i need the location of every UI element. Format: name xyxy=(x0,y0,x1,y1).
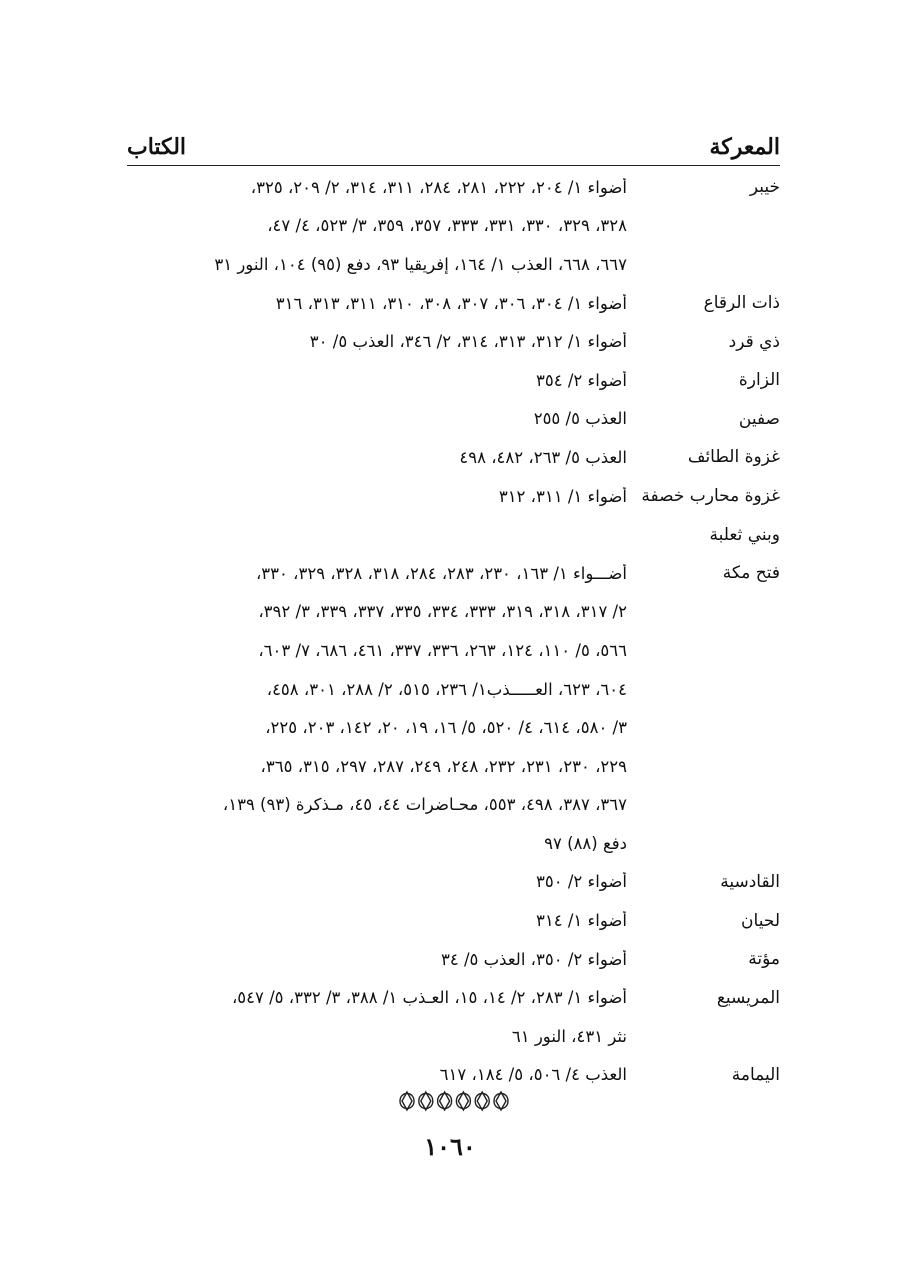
battle-name: لحيان xyxy=(741,910,780,931)
index-row xyxy=(127,400,780,439)
battle-name: فتح مكة xyxy=(722,563,780,584)
index-row xyxy=(127,863,780,902)
book-references: ٦٠٤، ٦٢٣، العـــــذب١/ ٢٣٦، ٥١٥، ٢/ ٢٨٨، ٣٠١، ٤٥٨، xyxy=(266,679,627,699)
index-row xyxy=(127,245,780,284)
battle-name: مؤتة xyxy=(748,949,780,970)
book-references: أضواء ١/ ٣١٢، ٣١٣، ٣١٤، ٢/ ٣٤٦، العذب ٥/ ٣٠ xyxy=(309,332,627,352)
index-row xyxy=(127,322,780,361)
index-row xyxy=(127,593,780,632)
index-row xyxy=(127,786,780,825)
book-references: دفع (٨٨) ٩٧ xyxy=(544,833,627,853)
battle-name: المريسيع xyxy=(716,987,780,1008)
battle-name: غزوة محارب خصفة xyxy=(641,486,780,507)
book-references: ٣٢٨، ٣٢٩، ٣٣٠، ٣٣١، ٣٣٣، ٣٥٧، ٣٥٩، ٣/ ٥٢٣، ٤/ ٤٧، xyxy=(267,216,627,236)
book-references: ٢/ ٣١٧، ٣١٨، ٣١٩، ٣٣٣، ٣٣٤، ٣٣٥، ٣٣٧، ٣٣٩، ٣/ ٣٩٢، xyxy=(258,602,627,622)
book-references: أضـــواء ١/ ١٦٣، ٢٣٠، ٢٨٣، ٢٨٤، ٣١٨، ٣٢٨، ٣٢٩، ٣٣٠، xyxy=(255,563,627,583)
index-row xyxy=(127,284,780,323)
index-row xyxy=(127,438,780,477)
index-row xyxy=(127,670,780,709)
index-row xyxy=(127,515,780,554)
index-row xyxy=(127,361,780,400)
book-references: أضواء ١/ ٢٨٣، ٢/ ١٤، ١٥، العـذب ١/ ٣٨٨، ٣/ ٣٣٢، ٥/ ٥٤٧، xyxy=(231,988,627,1008)
column-header-battle: المعركة xyxy=(709,134,780,160)
page-number: ١٠٦٠ xyxy=(424,1132,476,1161)
battle-name: الزارة xyxy=(738,370,780,391)
battle-name: ذي قرد xyxy=(728,331,780,352)
index-row xyxy=(127,631,780,670)
battle-name: غزوة الطائف xyxy=(687,447,780,468)
index-row xyxy=(127,824,780,863)
book-references: العذب ٤/ ٥٠٦، ٥/ ١٨٤، ٦١٧ xyxy=(439,1065,627,1085)
book-references: ٦٦٧، ٦٦٨، العذب ١/ ١٦٤، إفريقيا ٩٣، دفع (٩٥) ١٠٤، النور ٣١ xyxy=(214,254,627,274)
column-header-book: الكتاب xyxy=(127,134,187,160)
book-references: أضواء ١/ ٢٠٤، ٢٢٢، ٢٨١، ٢٨٤، ٣١١، ٣١٤، ٢/ ٢٠٩، ٣٢٥، xyxy=(250,177,627,197)
book-references: العذب ٥/ ٢٥٥ xyxy=(533,409,627,429)
book-references: أضواء ٢/ ٣٥٠ xyxy=(536,872,627,892)
index-row xyxy=(127,554,780,593)
book-references: ٢٢٩، ٢٣٠، ٢٣١، ٢٣٢، ٢٤٨، ٢٤٩، ٢٨٧، ٢٩٧، ٣١٥، ٣٦٥، xyxy=(260,756,627,776)
battle-name: صفين xyxy=(738,408,780,429)
battle-name: القادسية xyxy=(720,871,780,892)
book-references: ٣٦٧، ٣٨٧، ٤٩٨، ٥٥٣، محـاضرات ٤٤، ٤٥، مـذكرة (٩٣) ١٣٩، xyxy=(222,795,627,815)
index-row xyxy=(127,747,780,786)
book-references: ٥٦٦، ٥/ ١١٠، ١٢٤، ٢٦٣، ٣٣٦، ٣٣٧، ٤٦١، ٦٨٦، ٧/ ٦٠٣، xyxy=(258,640,627,660)
book-references: أضواء ٢/ ٣٥٤ xyxy=(536,370,627,390)
index-row xyxy=(127,978,780,1017)
book-references: أضواء ١/ ٣١٤ xyxy=(536,911,627,931)
book-references: نثر ٤٣١، النور ٦١ xyxy=(511,1026,627,1046)
ornament-divider xyxy=(398,1087,510,1115)
book-references: ٣/ ٥٨٠، ٦١٤، ٤/ ٥٢٠، ٥/ ١٦، ١٩، ٢٠، ١٤٢، ٢٠٣، ٢٢٥، xyxy=(265,718,627,738)
index-row xyxy=(127,708,780,747)
battle-name: وبني ثعلبة xyxy=(709,524,780,545)
book-references: أضواء ١/ ٣١١، ٣١٢ xyxy=(498,486,627,506)
index-row xyxy=(127,207,780,246)
index-row xyxy=(127,168,780,207)
index-row xyxy=(127,901,780,940)
table-header xyxy=(127,128,780,160)
index-row xyxy=(127,477,780,516)
index-row xyxy=(127,1017,780,1056)
book-references: العذب ٥/ ٢٦٣، ٤٨٢، ٤٩٨ xyxy=(459,447,627,467)
battle-name: خيبر xyxy=(749,177,780,198)
index-rows xyxy=(127,168,780,1094)
book-references: أضواء ١/ ٣٠٤، ٣٠٦، ٣٠٧، ٣٠٨، ٣١٠، ٣١١، ٣١٣، ٣١٦ xyxy=(275,293,627,313)
battle-name: ذات الرقاع xyxy=(703,293,780,314)
index-row xyxy=(127,940,780,979)
book-references: أضواء ٢/ ٣٥٠، العذب ٥/ ٣٤ xyxy=(440,949,627,969)
header-rule xyxy=(127,165,780,166)
battle-name: اليمامة xyxy=(731,1064,780,1085)
